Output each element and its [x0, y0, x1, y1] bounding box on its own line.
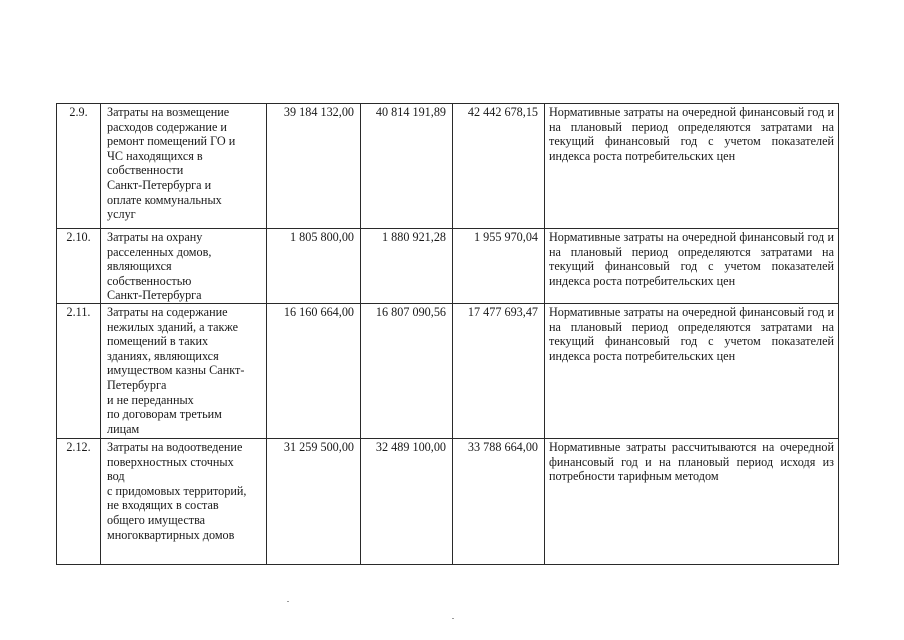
cost-name-line: Затраты на водоотведение [107, 439, 243, 454]
amount-year-2: 1 880 921,28 [361, 229, 453, 304]
cost-name-line: Санкт-Петербурга [107, 288, 202, 303]
cost-name-line: имуществом казны Санкт- [107, 363, 245, 378]
amount-year-2: 32 489 100,00 [361, 438, 453, 564]
cost-name-line: многоквартирных домов [107, 527, 235, 542]
amount-year-1: 16 160 664,00 [267, 303, 361, 438]
row-number: 2.11. [57, 303, 101, 438]
cost-name-line: расселенных домов, [107, 244, 212, 259]
table-row [57, 229, 839, 304]
cost-name-line: помещений в таких [107, 334, 209, 349]
table-row [57, 438, 839, 564]
cost-name-line: по договорам третьим [107, 407, 222, 422]
cost-name-line: ремонт помещений ГО и [107, 134, 236, 149]
cost-name-line: вод [107, 469, 125, 484]
row-number: 2.12. [57, 438, 101, 564]
cost-name-line: и не переданных [107, 392, 194, 407]
amount-year-3: 17 477 693,47 [453, 303, 545, 438]
cost-name [101, 229, 267, 304]
cost-name-line: Петербурга [107, 377, 167, 392]
cost-name-line: расходов содержание и [107, 119, 227, 134]
calculation-note [545, 438, 839, 564]
amount-year-3: 1 955 970,04 [453, 229, 545, 304]
cost-name [101, 104, 267, 229]
amount-year-2: 40 814 191,89 [361, 104, 453, 229]
cost-table [56, 103, 839, 565]
cost-name-line: услуг [107, 207, 136, 222]
cost-name-line: зданиях, являющихся [107, 348, 219, 363]
table-row [57, 104, 839, 229]
cost-name-line: общего имущества [107, 512, 206, 527]
calculation-note [545, 229, 839, 304]
calculation-note-text: Нормативные затраты на очередной финансовый год и на плановый период определяются затратами на текущий финансовый год с учетом показателей индекса роста потребительских цен [549, 230, 834, 288]
cost-name-line: поверхностных сточных [107, 454, 234, 469]
cost-name [101, 438, 267, 564]
amount-year-3: 33 788 664,00 [453, 438, 545, 564]
table-row [57, 303, 839, 438]
cost-name-line: являющихся [107, 259, 172, 274]
calculation-note-text: Нормативные затраты на очередной финансовый год и на плановый период определяются затратами на текущий финансовый год с учетом показателей индекса роста потребительских цен [549, 304, 834, 363]
amount-year-3: 42 442 678,15 [453, 104, 545, 229]
cost-name-line: Затраты на возмещение [107, 105, 230, 119]
cost-name-line: с придомовых территорий, [107, 483, 247, 498]
cost-name-line: собственностью [107, 273, 192, 288]
cost-name-line: Затраты на охрану [107, 230, 203, 244]
cost-name-line: нежилых зданий, а также [107, 319, 239, 334]
cost-name-line: ЧС находящихся в [107, 148, 203, 163]
amount-year-2: 16 807 090,56 [361, 303, 453, 438]
cost-name [101, 303, 267, 438]
cost-name-line: лицам [107, 421, 140, 436]
calculation-note [545, 104, 839, 229]
cost-name-line: Затраты на содержание [107, 304, 228, 319]
cost-name-line: оплате коммунальных [107, 192, 222, 207]
calculation-note [545, 303, 839, 438]
amount-year-1: 1 805 800,00 [267, 229, 361, 304]
row-number: 2.10. [57, 229, 101, 304]
calculation-note-text: Нормативные затраты на очередной финансовый год и на плановый период определяются затратами на текущий финансовый год с учетом показателей индекса роста потребительских цен [549, 105, 834, 163]
amount-year-1: 31 259 500,00 [267, 438, 361, 564]
cost-name-line: Санкт-Петербурга и [107, 177, 212, 192]
scan-speck [452, 618, 454, 619]
amount-year-1: 39 184 132,00 [267, 104, 361, 229]
cost-name-line: не входящих в состав [107, 498, 219, 513]
row-number: 2.9. [57, 104, 101, 229]
calculation-note-text: Нормативные затраты рассчитываются на очередной финансовый год и на плановый период исходя из потребности тарифным методом [549, 439, 834, 484]
scan-speck [287, 601, 289, 602]
cost-name-line: собственности [107, 163, 184, 178]
